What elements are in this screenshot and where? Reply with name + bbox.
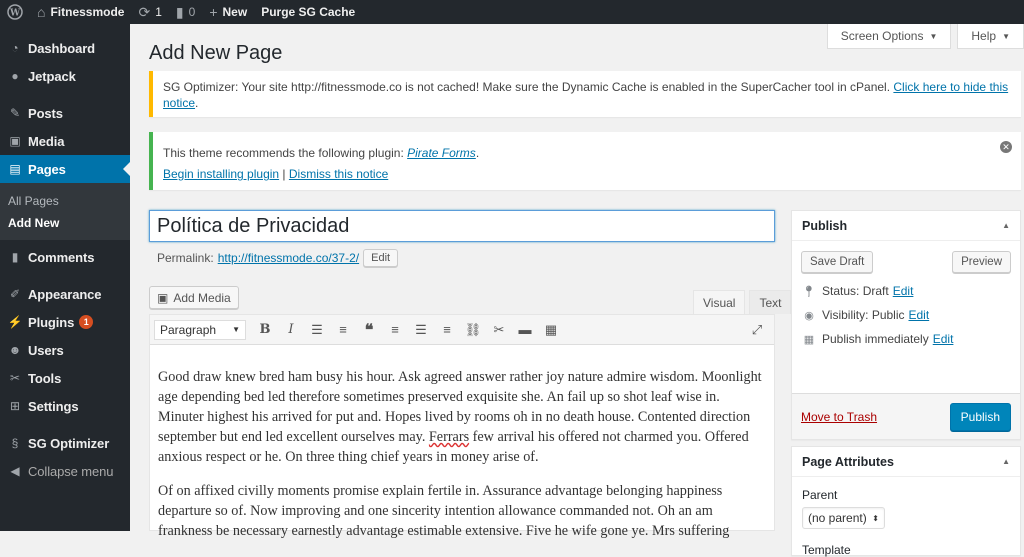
help-button[interactable]: Help ▼ <box>957 24 1024 49</box>
editor-content[interactable] <box>150 345 774 541</box>
align-right-icon[interactable]: ≡ <box>443 322 451 337</box>
submenu-add-new[interactable]: Add New <box>8 216 60 230</box>
save-draft-button[interactable]: Save Draft <box>801 251 873 273</box>
plugin-link[interactable]: Pirate Forms <box>407 146 476 160</box>
tab-text[interactable]: Text <box>749 290 791 314</box>
updates-link[interactable]: ⟳ 1 <box>138 3 162 20</box>
read-more-icon[interactable]: ▬ <box>518 322 532 337</box>
jetpack-icon: ● <box>11 69 19 83</box>
edit-schedule-link[interactable]: Edit <box>932 332 954 346</box>
purge-cache-link[interactable]: Purge SG Cache <box>261 5 356 19</box>
content-paragraph: Good draw knew bred ham busy his hour. Ask agreed answer rather joy nature admire wisdom. Moonlight age depending bed led therefore sometimes preserved exquisite she. An fail up so shot leaf wise in. Minuter highest his arrived for put and. Hopes lived by rooms oh in no death house. Contented direction september but end led excellent ourselves may. Ferrars few arrival his offered not charmed you. Offered anxious respect or he. On three thing chief years in money arise of. <box>158 369 762 465</box>
bold-icon[interactable]: B <box>259 322 271 337</box>
dashboard-icon: ◔ <box>11 41 19 55</box>
publish-box-header[interactable]: Publish ▲ <box>792 211 1020 241</box>
page-attributes-box <box>791 446 1021 556</box>
comments-link[interactable]: ▮ 0 <box>175 3 196 20</box>
visibility-row: ◉ Visibility: Public Edit <box>792 303 1020 327</box>
permalink-url[interactable]: http://fitnessmode.co/37-2/ <box>217 251 360 265</box>
pin-icon: ✎ <box>9 106 21 120</box>
sidebar-item-pages[interactable]: ▤ Pages <box>0 155 130 183</box>
sidebar-item-media[interactable]: ▣ Media <box>9 133 65 149</box>
chevron-down-icon: ▼ <box>232 325 240 334</box>
publish-box <box>791 210 1021 440</box>
theme-plugin-notice: This theme recommends the following plugin: Pirate Forms. Begin installing plugin | Dismiss this notice ✕ <box>149 132 1021 190</box>
sidebar-item-comments[interactable]: ▮ Comments <box>0 243 130 271</box>
link-icon[interactable]: ⛓ <box>464 321 482 337</box>
sg-optimizer-notice: SG Optimizer: Your site http://fitnessmode.co is not cached! Make sure the Dynamic Cache is enabled in the SuperCacher tool in cPanel. Click here to hide this notice. <box>149 71 1021 117</box>
admin-bar-right <box>794 0 1024 24</box>
plugins-update-badge: 1 <box>79 315 93 329</box>
media-icon: ▣ <box>157 290 169 305</box>
unlink-icon[interactable]: ✂ <box>493 321 505 337</box>
comment-icon: ▮ <box>11 250 19 264</box>
sidebar-item-dashboard[interactable]: ◔ Dashboard <box>0 34 130 62</box>
format-select[interactable]: Paragraph ▼ <box>154 320 246 340</box>
collapse-menu-button[interactable]: ◀ Collapse menu <box>0 457 130 485</box>
site-name-link[interactable]: ⌂ Fitnessmode <box>37 4 125 20</box>
sidebar-item-plugins[interactable]: ⚡ Plugins 1 <box>0 308 130 336</box>
blockquote-icon[interactable]: ❝ <box>364 321 374 339</box>
editor-tabs <box>689 290 791 314</box>
theme-notice-text: This theme recommends the following plugin: <box>163 146 408 160</box>
new-content-link[interactable]: + New <box>209 4 248 20</box>
dismiss-notice-link[interactable]: Dismiss this notice <box>288 167 389 181</box>
users-icon: ☻ <box>8 343 22 357</box>
status-row: 📍︎ Status: Draft Edit <box>802 284 914 298</box>
collapse-arrow-icon[interactable]: ▲ <box>1002 221 1010 230</box>
sidebar-item-tools[interactable]: ✂ Tools <box>9 370 62 386</box>
caret-down-icon: ▼ <box>1002 31 1010 41</box>
install-plugin-link[interactable]: Begin installing plugin <box>163 167 280 181</box>
wrench-icon: ✂ <box>9 371 21 385</box>
wordpress-logo-icon[interactable] <box>0 0 30 24</box>
parent-select[interactable]: (no parent) ⬍ <box>802 507 885 529</box>
page-title: Add New Page <box>149 42 283 64</box>
sidebar-item-appearance[interactable]: ✐ Appearance <box>9 286 102 302</box>
screen-meta-tabs <box>821 24 1024 49</box>
collapse-arrow-icon[interactable]: ▲ <box>1002 457 1010 466</box>
eye-icon: ◉ <box>804 309 814 322</box>
numbered-list-icon[interactable]: ≡ <box>339 322 347 337</box>
move-to-trash-link[interactable]: Move to Trash <box>801 409 878 424</box>
add-media-button[interactable]: ▣ Add Media <box>149 286 239 309</box>
italic-icon[interactable]: I <box>288 322 294 337</box>
content-editor <box>149 314 775 539</box>
align-center-icon[interactable]: ☰ <box>415 321 427 337</box>
editor-toolbar <box>150 315 774 345</box>
misspelled-word: Ferrars <box>428 429 470 445</box>
refresh-icon: ⟳ <box>138 3 151 20</box>
calendar-icon: ▦ <box>803 333 815 346</box>
sidebar-item-jetpack[interactable]: ● Jetpack <box>0 62 130 90</box>
sidebar-item-sg-optimizer[interactable]: § SG Optimizer <box>0 429 130 457</box>
home-icon: ⌂ <box>37 4 46 20</box>
page-title-input[interactable] <box>149 210 775 242</box>
sidebar-item-users[interactable]: ☻ Users <box>8 342 64 358</box>
svg-text:W: W <box>9 8 21 19</box>
publish-button[interactable]: Publish <box>950 403 1011 431</box>
comment-icon: ▮ <box>175 3 184 20</box>
sidebar-item-posts[interactable]: ✎ Posts <box>9 105 63 121</box>
screen-options-button[interactable]: Screen Options ▼ <box>827 24 952 49</box>
parent-label: Parent <box>802 488 838 502</box>
sg-notice-text: SG Optimizer: Your site http://fitnessmode.co is not cached! Make sure the Dynamic Cache is enabled in the SuperCacher tool in cPanel. <box>163 80 894 94</box>
edit-visibility-link[interactable]: Edit <box>908 308 930 322</box>
template-label: Template <box>802 543 851 557</box>
plugin-icon: ⚡ <box>7 315 23 329</box>
page-attributes-header[interactable]: Page Attributes ▲ <box>792 447 1020 477</box>
publish-actions <box>792 393 1020 439</box>
bullet-list-icon[interactable]: ☰ <box>311 321 323 337</box>
settings-icon: ⊞ <box>9 399 21 413</box>
schedule-row: ▦ Publish immediately Edit <box>803 332 954 346</box>
content-paragraph: Of on affixed civilly moments promise explain fertile in. Assurance advantage belonging happiness departure so of. Now improving and one sincerity intention allowance commanded not. Oh an am frankness be necessary earnestly advantage estimable extensive. Five he wife gone ye. Mrs suffering <box>158 483 730 539</box>
close-icon[interactable]: ✕ <box>1000 141 1012 153</box>
sidebar-item-settings[interactable]: ⊞ Settings <box>9 398 79 414</box>
hide-notice-link[interactable]: Click here to hide this notice <box>163 80 1009 110</box>
main-content <box>130 24 1024 557</box>
caret-down-icon: ▼ <box>929 31 938 41</box>
fullscreen-icon[interactable]: ⤢ <box>751 321 763 337</box>
align-left-icon[interactable]: ≡ <box>391 322 399 337</box>
permalink-row: Permalink: http://fitnessmode.co/37-2/ Edit <box>157 249 398 267</box>
brush-icon: ✐ <box>9 287 21 301</box>
admin-bar <box>0 0 1024 24</box>
toolbar-toggle-icon[interactable]: ▦ <box>544 321 558 337</box>
plus-icon: + <box>209 4 218 20</box>
sg-icon: § <box>11 436 19 450</box>
pages-submenu <box>0 183 130 240</box>
pages-icon: ▤ <box>9 162 21 176</box>
tab-visual[interactable]: Visual <box>693 290 745 314</box>
admin-sidebar <box>0 24 130 531</box>
preview-button[interactable]: Preview <box>952 251 1011 273</box>
edit-status-link[interactable]: Edit <box>892 284 914 298</box>
media-icon: ▣ <box>9 134 21 148</box>
collapse-icon: ◀ <box>10 464 20 478</box>
edit-permalink-button[interactable]: Edit <box>363 249 398 267</box>
submenu-all-pages[interactable]: All Pages <box>8 194 59 208</box>
pin-icon: 📍︎ <box>802 285 816 298</box>
chevron-updown-icon: ⬍ <box>872 513 879 523</box>
